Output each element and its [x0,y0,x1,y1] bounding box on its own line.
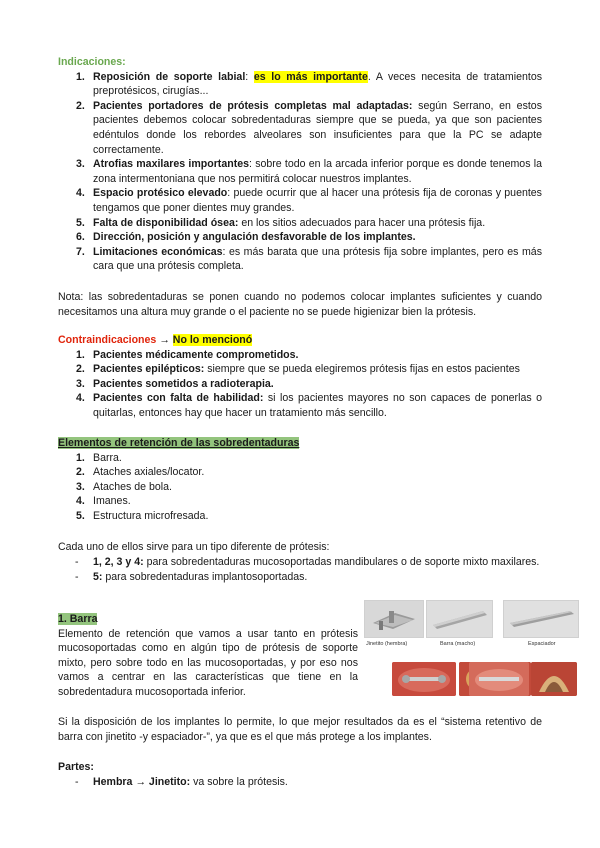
list-item: 2. Pacientes portadores de prótesis completas mal adaptadas: según Serrano, en estos pacientes debemos colocar sobredentaduras siempre que se pueda, ya que son pacientes edéntulos donde los rebordes alveolares son insuficientes para que la PC se adapte correctamente. [76,99,542,156]
list-item: 1. Barra. [76,451,122,464]
list-item: 5. Falta de disponibilidad ósea: en los sitios adecuados para hacer una prótesis fija. [76,216,486,229]
espaciador-image [503,600,579,638]
barra-heading: 1. Barra [58,613,98,625]
caption-espaciador: Espaciador [528,641,556,647]
list-item: 6. Dirección, posición y angulación desfavorable de los implantes. [76,231,416,244]
list-item: - 1, 2, 3 y 4: para sobredentaduras mucosoportadas mandibulares o de soporte mixto maxilares. [75,556,540,568]
caption-jinetito: Jinetito (hembra) [366,641,408,647]
nota-paragraph: Nota: las sobredentaduras se ponen cuando no podemos colocar implantes suficientes y cuando necesitamos una altura muy grande o el paciente no se puede higienizar bien la prótesis. [58,291,542,318]
list-item: 4. Imanes. [76,495,131,508]
clinical-photo-1 [392,662,456,696]
barra-body: Elemento de retención que vamos a usar tanto en prótesis mucosoportadas como en algún tipo de prótesis de soporte mixto, pero sobre todo en las mucosoportadas, y por eso nos vamos a centrar en las características que tiene en la sobredentadura mucosoportada inferior. [58,627,358,698]
elementos-list [58,451,542,524]
contraindicaciones-list [58,348,542,421]
contraindicaciones-heading: Contraindicaciones → No lo mencionó [58,334,253,346]
jinetito-image [364,600,424,638]
elementos-dash-list [58,555,542,584]
list-item: 4. Pacientes con falta de habilidad: si los pacientes mayores no son capaces de ponerlas o quitarlas, entonces hay que hacer un tratamiento más sencillo. [76,392,543,419]
highlight-no-mencionado: No lo mencionó [172,334,253,346]
list-item: 3. Ataches de bola. [76,480,172,493]
list-item: 4. Espacio protésico elevado: puede ocurrir que al hacer una prótesis fija de coronas y puentes tengamos que poner dientes muy grandes. [76,187,542,214]
list-item: 2. Pacientes epilépticos: siempre que se pueda elegiremos prótesis fijas en estos pacientes [76,363,520,376]
list-item: 7. Limitaciones económicas: es más barata que una prótesis fija sobre implantes, pero es más cara que una prótesis completa. [76,245,542,273]
elementos-intro: Cada uno de ellos sirve para un tipo diferente de prótesis: [58,541,330,553]
caption-barra-macho: Barra (macho) [440,641,476,647]
elementos-section [58,436,542,524]
elementos-heading: Elementos de retención de las sobredentaduras [58,437,300,449]
list-item: 1. Pacientes médicamente comprometidos. [76,348,299,361]
partes-heading: Partes: [58,761,94,773]
list-item: 2. Ataches axiales/locator. [76,466,205,479]
indicaciones-section [58,55,542,274]
list-item: 3. Pacientes sometidos a radioterapia. [76,377,274,390]
list-item: 1. Reposición de soporte labial: es lo más importante. A veces necesita de tratamientos preprotésicos, cirugías... [76,70,543,98]
list-item: 3. Atrofias maxilares importantes: sobre todo en la arcada inferior porque es donde tenemos la zona intermentoniana que nos permitirá colocar nuestros implantes. [76,158,542,185]
contraindicaciones-section [58,333,542,421]
barra-section [58,612,358,700]
list-item: 5. Estructura microfresada. [76,509,209,522]
barra-macho-image [426,600,493,638]
sistema-retentivo-paragraph: Si la disposición de los implantes lo permite, lo que mejor resultados da es el “sistema retentivo de barra con jinetito -y espaciador-”, ya que es el que más protege a los implantes. [58,716,542,743]
partes-section [58,760,542,789]
clinical-photo-4 [531,662,577,696]
clinical-photo-3 [469,662,529,696]
partes-list [58,775,542,790]
list-item: - Hembra → Jinetito: va sobre la prótesis. [75,775,288,788]
indicaciones-heading: Indicaciones: [58,56,126,68]
list-item: - 5: para sobredentaduras implantosoportadas. [75,570,308,583]
highlight-importante: es lo más importante [253,70,368,83]
indicaciones-list [58,70,542,274]
